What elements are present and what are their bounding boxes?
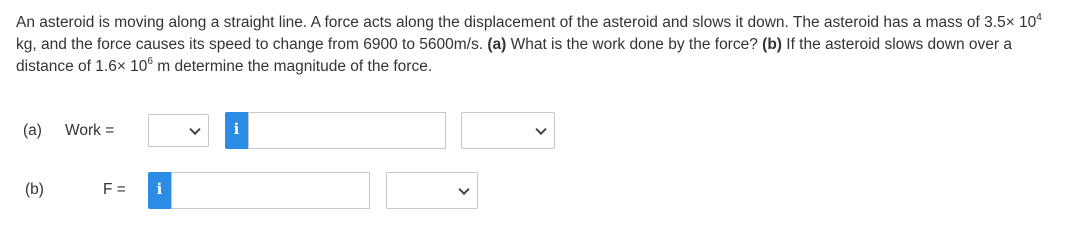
question-text-segment: If the asteroid slows down over a distance of 1.6× 10 [16, 36, 1012, 75]
question-text-segment: An asteroid is moving along a straight line. A force acts along the displacement of the asteroid and slows it down. The asteroid has a mass of 3.5× 10 [16, 14, 1037, 31]
work-label: Work = [65, 122, 115, 139]
force-answer-input[interactable] [171, 172, 370, 209]
mass-exponent: 4 [1036, 11, 1042, 23]
info-icon[interactable]: i [225, 112, 248, 149]
distance-exponent: 6 [147, 55, 153, 67]
work-unit-select[interactable] [461, 112, 555, 149]
force-unit-select[interactable] [386, 172, 478, 209]
question-part-b-marker: (b) [762, 36, 782, 53]
chevron-down-icon [458, 183, 469, 194]
question-text-segment: m determine the magnitude of the force. [152, 58, 433, 75]
question-text-segment: kg, and the force causes its speed to change from 6900 to 5600m/s. [16, 36, 488, 53]
question-part-a-marker: (a) [487, 36, 507, 53]
info-icon[interactable]: i [148, 172, 171, 209]
work-answer-input[interactable] [248, 112, 446, 149]
part-b-label: (b) [25, 181, 44, 198]
part-a-label: (a) [23, 122, 42, 139]
chevron-down-icon [535, 123, 546, 134]
question-text-segment: What is the work done by the force? [506, 36, 763, 53]
work-sign-select[interactable] [148, 114, 209, 147]
force-label: F = [103, 181, 126, 198]
question-text [16, 12, 1061, 78]
chevron-down-icon [189, 123, 200, 134]
